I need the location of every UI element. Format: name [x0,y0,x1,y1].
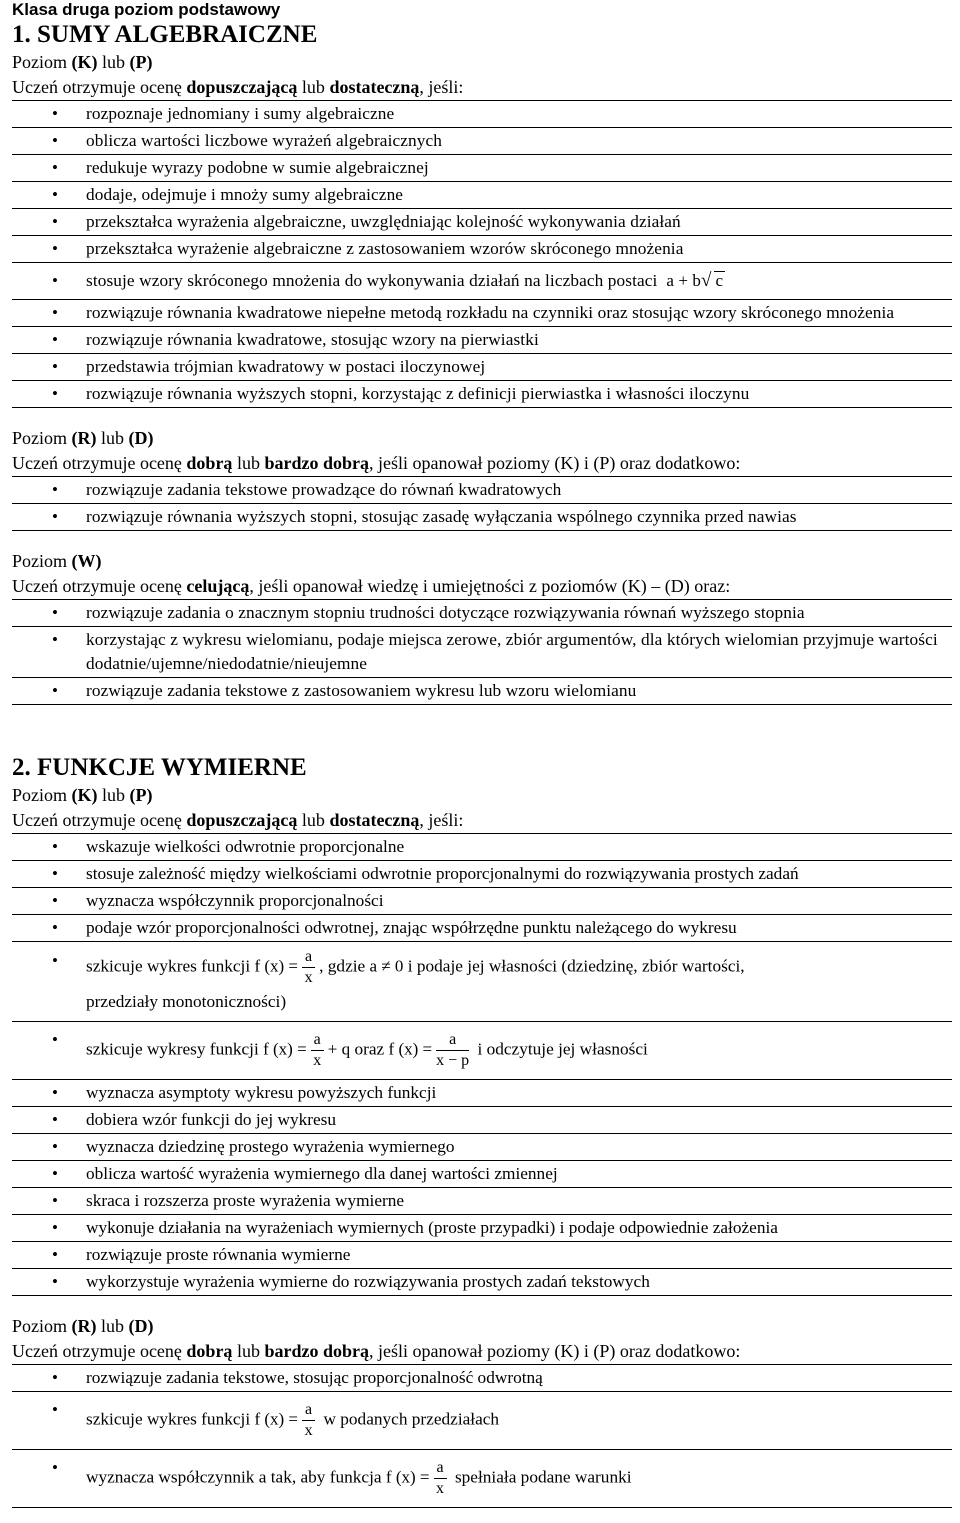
list-item: • rozwiązuje równania kwadratowe, stosując wzory na pierwiastki [12,327,952,354]
list-item: • dobiera wzór funkcji do jej wykresu [12,1107,952,1134]
requirement-list [12,100,952,408]
list-item: • rozwiązuje zadania o znacznym stopniu trudności dotyczące rozwiązywania równań wyższego stopnia [12,599,952,627]
list-item-text: spełniała podane warunki [454,1467,632,1487]
level-d: (D) [128,1316,154,1336]
list-item-text: szkicuje wykres funkcji [86,956,251,976]
fraction-numerator: a [302,947,315,968]
grade-name: dobrą [186,1341,233,1361]
formula-c: c [715,271,724,290]
list-item: • redukuje wyrazy podobne w sumie algebraicznej [12,155,952,182]
sqrt-icon: √ [700,270,712,291]
grade-name: bardzo dobrą [264,453,369,473]
fraction-denominator: x [313,1052,322,1069]
list-item: • korzystając z wykresu wielomianu, podaje miejsca zerowe, zbiór argumentów, dla których wielomian przyjmuje wartości dodatnie/ujemne/niedodatnie/nieujemne [12,627,952,678]
level-heading-w [12,549,952,573]
fraction-numerator: a [434,1458,447,1479]
level-label: Poziom [12,785,72,805]
grade-name: dostateczną [329,810,420,830]
fraction [311,1030,324,1071]
formula-condition: a ≠ 0 [369,956,404,976]
intro-text: Uczeń otrzymuje ocenę [12,576,187,596]
fraction-denominator: x [436,1480,445,1497]
level-or: lub [96,428,129,448]
section-title: 1. SUMY ALGEBRAICZNE [12,21,318,48]
formula-plus-q: + q [327,1039,351,1059]
requirement-list [12,833,952,1296]
list-item: • dodaje, odejmuje i mnoży sumy algebraiczne [12,182,952,209]
intro-text: Uczeń otrzymuje ocenę [12,77,187,97]
intro-text: lub [232,1341,265,1361]
level-d: (D) [128,428,154,448]
section-sumy-algebraiczne [12,20,952,705]
list-item: • rozwiązuje równania wyższych stopni, korzystając z definicji pierwiastka i własności iloczynu [12,381,952,408]
intro-text: Uczeń otrzymuje ocenę [12,810,187,830]
list-item-text: stosuje wzory skróconego mnożenia do wykonywania działań na liczbach postaci [86,271,658,290]
level-heading-kp [12,50,952,74]
list-item: • stosuje zależność między wielkościami odwrotnie proporcjonalnymi do rozwiązywania prostych zadań [12,861,952,888]
intro-text: lub [297,810,330,830]
level-label: Poziom [12,428,72,448]
level-heading-kp [12,783,952,807]
list-item-text: szkicuje wykres funkcji [86,1409,251,1429]
level-or: lub [97,52,130,72]
grade-intro [12,573,952,599]
section-title: 2. FUNKCJE WYMIERNE [12,754,307,781]
grade-intro [12,74,952,100]
grade-name: celującą [186,576,250,596]
formula-fx: f (x) = [385,1467,430,1487]
formula-fx: f (x) = [388,1039,433,1059]
list-item [12,263,952,300]
list-item [12,1022,952,1080]
requirement-list [12,476,952,531]
list-item: • skraca i rozszerza proste wyrażenia wymierne [12,1188,952,1215]
requirement-list [12,599,952,705]
list-item: • wyznacza dziedzinę prostego wyrażenia wymiernego [12,1134,952,1161]
requirement-list [12,1364,952,1508]
level-r: (R) [71,428,97,448]
fraction [434,1458,447,1499]
list-item: • przekształca wyrażenie algebraiczne z zastosowaniem wzorów skróconego mnożenia [12,236,952,263]
fraction-denominator: x [304,1422,313,1439]
intro-text: , jeśli opanował poziomy (K) i (P) oraz dodatkowo: [368,1341,741,1361]
list-item-text: i podaje jej własności (dziedzinę, zbiór wartości, [407,956,745,976]
level-p: (P) [129,785,153,805]
fraction-numerator: a [302,1400,315,1421]
section-funkcje-wymierne [12,753,952,1508]
intro-text: , jeśli: [419,77,464,97]
level-k: (K) [71,52,98,72]
level-label: Poziom [12,551,72,571]
level-or: lub [96,1316,129,1336]
intro-text: Uczeń otrzymuje ocenę [12,453,187,473]
list-item: • wykorzystuje wyrażenia wymierne do rozwiązywania prostych zadań tekstowych [12,1269,952,1296]
list-item: • wyznacza asymptoty wykresu powyższych funkcji [12,1080,952,1107]
list-item-text: szkicuje wykresy funkcji [86,1039,259,1059]
grade-name: dopuszczającą [186,810,298,830]
formula-b: b [692,271,701,290]
formula-a: a [666,271,674,290]
formula-fx: f (x) = [254,1409,299,1429]
fraction-denominator: x − p [436,1052,470,1069]
level-w: (W) [71,551,102,571]
grade-intro [12,1338,952,1364]
fraction [302,947,315,988]
list-item-text: , gdzie [319,956,366,976]
intro-text: lub [232,453,265,473]
list-item: • rozwiązuje zadania tekstowe, stosując proporcjonalność odwrotną [12,1364,952,1392]
level-or: lub [97,785,130,805]
document-title: Klasa druga poziom podstawowy [12,0,281,19]
list-item: • przekształca wyrażenia algebraiczne, uwzględniając kolejność wykonywania działań [12,209,952,236]
list-item: • rozwiązuje równania wyższych stopni, stosując zasadę wyłączania wspólnego czynnika przed nawias [12,504,952,531]
level-p: (P) [129,52,153,72]
formula-fx: f (x) = [263,1039,307,1059]
list-item: • oblicza wartości liczbowe wyrażeń algebraicznych [12,128,952,155]
intro-text: Uczeń otrzymuje ocenę [12,1341,187,1361]
list-item [12,942,952,1022]
list-item: • rozpoznaje jednomiany i sumy algebraiczne [12,100,952,128]
grade-intro [12,807,952,833]
level-r: (R) [71,1316,97,1336]
fraction-numerator: a [436,1030,469,1051]
intro-text: , jeśli opanował wiedzę i umiejętności z poziomów (K) – (D) oraz: [249,576,731,596]
formula [666,271,725,290]
intro-text: lub [297,77,330,97]
level-heading-rd [12,1314,952,1338]
document-page [12,0,952,1508]
list-item-text: przedziały monotoniczności) [86,992,287,1011]
list-item: • rozwiązuje równania kwadratowe niepełne metodą rozkładu na czynniki oraz stosując wzory skróconego mnożenia [12,300,952,327]
formula-plus: + [678,271,689,290]
level-heading-rd [12,426,952,450]
fraction [436,1030,469,1071]
list-item-text: w podanych przedziałach [323,1409,500,1429]
list-item-text: i odczytuje jej własności [477,1039,648,1059]
list-item: • oblicza wartość wyrażenia wymiernego dla danej wartości zmiennej [12,1161,952,1188]
list-item: • rozwiązuje proste równania wymierne [12,1242,952,1269]
list-item: • przedstawia trójmian kwadratowy w postaci iloczynowej [12,354,952,381]
list-item-text: oraz [354,1039,385,1059]
grade-intro [12,450,952,476]
grade-name: dobrą [186,453,233,473]
list-item [12,1450,952,1508]
grade-name: dostateczną [329,77,420,97]
fraction-numerator: a [311,1030,324,1051]
level-label: Poziom [12,52,72,72]
fraction-denominator: x [304,969,313,986]
grade-name: bardzo dobrą [264,1341,369,1361]
formula-fx: f (x) = [254,956,299,976]
grade-name: dopuszczającą [186,77,298,97]
list-item: • podaje wzór proporcjonalności odwrotnej, znając współrzędne punktu należącego do wykresu [12,915,952,942]
list-item: • rozwiązuje zadania tekstowe z zastosowaniem wykresu lub wzoru wielomianu [12,678,952,705]
level-k: (K) [71,785,98,805]
intro-text: , jeśli opanował poziomy (K) i (P) oraz dodatkowo: [368,453,741,473]
list-item-text: wyznacza współczynnik a tak, aby funkcja [86,1467,382,1487]
list-item: • wykonuje działania na wyrażeniach wymiernych (proste przypadki) i podaje odpowiednie założenia [12,1215,952,1242]
list-item: • rozwiązuje zadania tekstowe prowadzące do równań kwadratowych [12,476,952,504]
fraction [302,1400,315,1441]
list-item: • wskazuje wielkości odwrotnie proporcjonalne [12,833,952,861]
intro-text: , jeśli: [419,810,464,830]
level-label: Poziom [12,1316,72,1336]
list-item: • wyznacza współczynnik proporcjonalności [12,888,952,915]
list-item [12,1392,952,1450]
